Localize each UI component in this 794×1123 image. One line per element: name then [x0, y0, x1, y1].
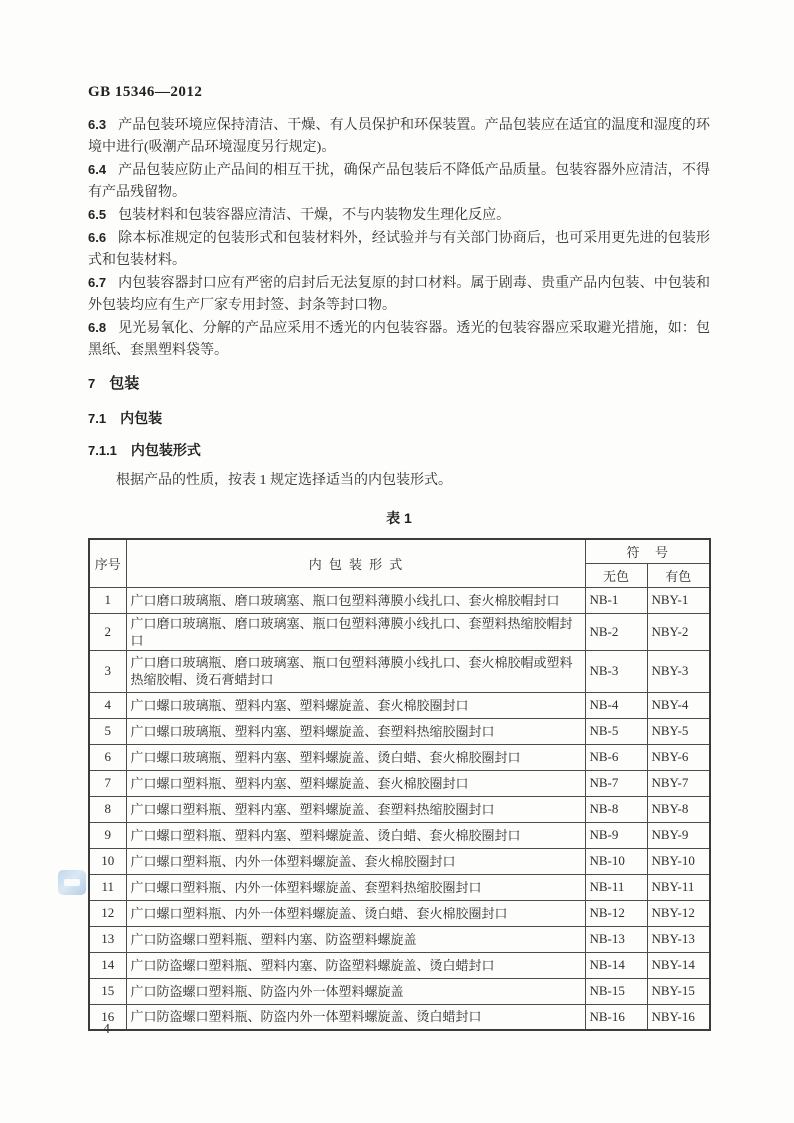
table-row: [89, 822, 710, 848]
nb-symbol-cell: NB-8: [585, 796, 647, 822]
nb-symbol-cell: NB-7: [585, 770, 647, 796]
section-number: 7.1.1: [88, 443, 117, 458]
column-header-symbol: 符号: [585, 539, 710, 563]
section-title: 内包装: [120, 410, 163, 426]
clause-text: 包装材料和包装容器应清洁、干燥，不与内装物发生理化反应。: [118, 208, 511, 223]
table-title: 表 1: [386, 510, 412, 526]
section-heading-7-1-1: [88, 440, 201, 460]
form-cell: 广口螺口玻璃瓶、塑料内塞、塑料螺旋盖、套塑料热缩胶圈封口: [126, 718, 585, 744]
clause-number: 6.8: [88, 320, 107, 335]
clause-6-5: [88, 204, 710, 227]
row-index-cell: 14: [89, 952, 126, 978]
row-index-cell: 16: [89, 1004, 126, 1030]
table-row: [89, 978, 710, 1004]
form-cell: 广口磨口玻璃瓶、磨口玻璃塞、瓶口包塑料薄膜小线扎口、套火棉胶帽或塑料热缩胶帽、烫石膏蜡封口: [126, 650, 585, 692]
form-cell: 广口防盗螺口塑料瓶、塑料内塞、防盗塑料螺旋盖、烫白蜡封口: [126, 952, 585, 978]
clause-6-6: [88, 227, 710, 272]
row-index-cell: 9: [89, 822, 126, 848]
table-row: [89, 952, 710, 978]
table-row: [89, 744, 710, 770]
table-row: [89, 587, 710, 613]
form-cell: 广口螺口塑料瓶、塑料内塞、塑料螺旋盖、套火棉胶圈封口: [126, 770, 585, 796]
row-index-cell: 3: [89, 650, 126, 692]
nb-symbol-cell: NB-14: [585, 952, 647, 978]
section-number: 7: [88, 376, 96, 391]
nb-symbol-cell: NB-16: [585, 1004, 647, 1030]
nby-symbol-cell: NBY-10: [647, 848, 710, 874]
form-cell: 广口螺口塑料瓶、塑料内塞、塑料螺旋盖、烫白蜡、套火棉胶圈封口: [126, 822, 585, 848]
watermark-stamp-inner: [64, 879, 80, 886]
column-header-index: 序号: [89, 539, 126, 587]
nby-symbol-cell: NBY-6: [647, 744, 710, 770]
table-row: [89, 900, 710, 926]
form-cell: 广口防盗螺口塑料瓶、塑料内塞、防盗塑料螺旋盖: [126, 926, 585, 952]
nby-symbol-cell: NBY-13: [647, 926, 710, 952]
nby-symbol-cell: NBY-4: [647, 692, 710, 718]
intro-paragraph: 根据产品的性质，按表 1 规定选择适当的内包装形式。: [116, 473, 452, 488]
section-heading-7: [88, 372, 139, 393]
clause-text: 内包装容器封口应有严密的启封后无法复原的封口材料。属于剧毒、贵重产品内包装、中包装和外包装均应有生产厂家专用封签、封条等封口物。: [88, 276, 710, 313]
form-cell: 广口螺口玻璃瓶、塑料内塞、塑料螺旋盖、套火棉胶圈封口: [126, 692, 585, 718]
row-index-cell: 6: [89, 744, 126, 770]
form-cell: 广口磨口玻璃瓶、磨口玻璃塞、瓶口包塑料薄膜小线扎口、套火棉胶帽封口: [126, 587, 585, 613]
form-cell: 广口螺口玻璃瓶、塑料内塞、塑料螺旋盖、烫白蜡、套火棉胶圈封口: [126, 744, 585, 770]
clause-6-4: [88, 159, 710, 204]
nby-symbol-cell: NBY-12: [647, 900, 710, 926]
clause-6-8: [88, 317, 710, 362]
nby-symbol-cell: NBY-14: [647, 952, 710, 978]
clause-number: 6.5: [88, 207, 107, 222]
clause-list: [88, 114, 710, 362]
table-row: [89, 718, 710, 744]
column-header-colorless: 无色: [585, 563, 647, 587]
nb-symbol-cell: NB-5: [585, 718, 647, 744]
clause-number: 6.7: [88, 275, 107, 290]
row-index-cell: 7: [89, 770, 126, 796]
table-row: [89, 1004, 710, 1030]
page-number: 4: [103, 1022, 110, 1037]
nby-symbol-cell: NBY-16: [647, 1004, 710, 1030]
clause-number: 6.4: [88, 162, 107, 177]
form-cell: 广口螺口塑料瓶、塑料内塞、塑料螺旋盖、套塑料热缩胶圈封口: [126, 796, 585, 822]
nb-symbol-cell: NB-1: [585, 587, 647, 613]
section-title: 内包装形式: [130, 442, 201, 458]
table-row: [89, 770, 710, 796]
nby-symbol-cell: NBY-15: [647, 978, 710, 1004]
form-cell: 广口磨口玻璃瓶、磨口玻璃塞、瓶口包塑料薄膜小线扎口、套塑料热缩胶帽封口: [126, 613, 585, 650]
nb-symbol-cell: NB-4: [585, 692, 647, 718]
form-cell: 广口螺口塑料瓶、内外一体塑料螺旋盖、套塑料热缩胶圈封口: [126, 874, 585, 900]
nby-symbol-cell: NBY-11: [647, 874, 710, 900]
nby-symbol-cell: NBY-8: [647, 796, 710, 822]
form-cell: 广口螺口塑料瓶、内外一体塑料螺旋盖、套火棉胶圈封口: [126, 848, 585, 874]
clause-text: 除本标准规定的包装形式和包装材料外，经试验并与有关部门协商后，也可采用更先进的包装形式和包装材料。: [88, 231, 710, 268]
form-cell: 广口防盗螺口塑料瓶、防盗内外一体塑料螺旋盖: [126, 978, 585, 1004]
table-header-row-1: [89, 539, 710, 563]
nby-symbol-cell: NBY-1: [647, 587, 710, 613]
nb-symbol-cell: NB-10: [585, 848, 647, 874]
clause-6-3: [88, 114, 710, 159]
row-index-cell: 4: [89, 692, 126, 718]
column-header-colored: 有色: [647, 563, 710, 587]
nb-symbol-cell: NB-3: [585, 650, 647, 692]
row-index-cell: 8: [89, 796, 126, 822]
clause-number: 6.3: [88, 117, 107, 132]
nb-symbol-cell: NB-12: [585, 900, 647, 926]
row-index-cell: 2: [89, 613, 126, 650]
row-index-cell: 11: [89, 874, 126, 900]
table-row: [89, 613, 710, 650]
table-row: [89, 848, 710, 874]
nby-symbol-cell: NBY-7: [647, 770, 710, 796]
row-index-cell: 13: [89, 926, 126, 952]
table-row: [89, 926, 710, 952]
clause-text: 见光易氧化、分解的产品应采用不透光的内包装容器。透光的包装容器应采取避光措施，如：包黑纸、套黑塑料袋等。: [88, 321, 710, 358]
table-row: [89, 692, 710, 718]
clause-number: 6.6: [88, 230, 107, 245]
row-index-cell: 5: [89, 718, 126, 744]
clause-6-7: [88, 272, 710, 317]
nby-symbol-cell: NBY-9: [647, 822, 710, 848]
section-heading-7-1: [88, 408, 162, 428]
row-index-cell: 12: [89, 900, 126, 926]
table-row: [89, 796, 710, 822]
row-index-cell: 10: [89, 848, 126, 874]
nb-symbol-cell: NB-6: [585, 744, 647, 770]
row-index-cell: 1: [89, 587, 126, 613]
nby-symbol-cell: NBY-3: [647, 650, 710, 692]
nby-symbol-cell: NBY-5: [647, 718, 710, 744]
table-row: [89, 650, 710, 692]
nb-symbol-cell: NB-9: [585, 822, 647, 848]
form-cell: 广口螺口塑料瓶、内外一体塑料螺旋盖、烫白蜡、套火棉胶圈封口: [126, 900, 585, 926]
row-index-cell: 15: [89, 978, 126, 1004]
section-title: 包装: [109, 375, 140, 392]
section-number: 7.1: [88, 411, 107, 426]
inner-packaging-table: [88, 538, 711, 1031]
nb-symbol-cell: NB-11: [585, 874, 647, 900]
standard-code: GB 15346—2012: [88, 84, 203, 100]
form-cell: 广口防盗螺口塑料瓶、防盗内外一体塑料螺旋盖、烫白蜡封口: [126, 1004, 585, 1030]
clause-text: 产品包装应防止产品间的相互干扰，确保产品包装后不降低产品质量。包装容器外应清洁，不得有产品残留物。: [88, 163, 710, 200]
watermark-stamp: [58, 870, 86, 895]
table-row: [89, 874, 710, 900]
nby-symbol-cell: NBY-2: [647, 613, 710, 650]
nb-symbol-cell: NB-2: [585, 613, 647, 650]
clause-text: 产品包装环境应保持清洁、干燥、有人员保护和环保装置。产品包装应在适宜的温度和湿度的环境中进行(吸潮产品环境湿度另行规定)。: [88, 118, 710, 155]
column-header-form: 内包装形式: [126, 539, 585, 587]
nb-symbol-cell: NB-15: [585, 978, 647, 1004]
nb-symbol-cell: NB-13: [585, 926, 647, 952]
